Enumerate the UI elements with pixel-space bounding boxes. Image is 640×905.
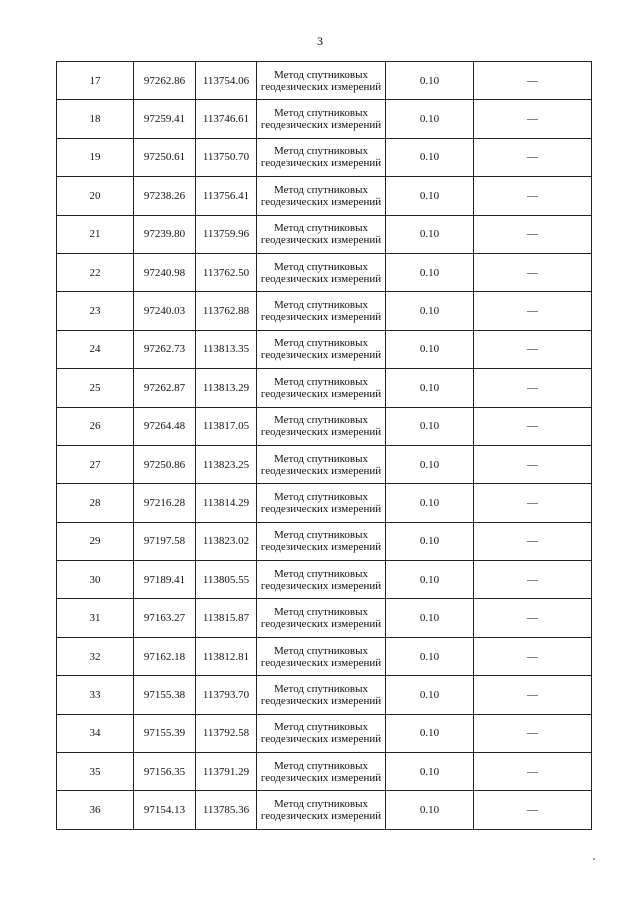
- x-coordinate-cell: 97259.41: [134, 100, 196, 138]
- point-number-cell: 24: [57, 330, 134, 368]
- description-cell: —: [474, 62, 592, 100]
- y-coordinate-cell: 113792.58: [196, 714, 257, 752]
- description-cell: —: [474, 445, 592, 483]
- point-number-cell: 19: [57, 138, 134, 176]
- point-number-cell: 26: [57, 407, 134, 445]
- description-cell: —: [474, 484, 592, 522]
- description-cell: —: [474, 637, 592, 675]
- x-coordinate-cell: 97262.86: [134, 62, 196, 100]
- table-row: [57, 484, 592, 522]
- y-coordinate-cell: 113754.06: [196, 62, 257, 100]
- method-line-2: геодезических измерений: [260, 733, 382, 746]
- method-line-2: геодезических измерений: [260, 579, 382, 592]
- accuracy-cell: 0.10: [386, 445, 474, 483]
- accuracy-cell: 0.10: [386, 100, 474, 138]
- method-cell: [257, 753, 386, 791]
- table-row: [57, 253, 592, 291]
- description-cell: —: [474, 369, 592, 407]
- method-line-2: геодезических измерений: [260, 618, 382, 631]
- y-coordinate-cell: 113813.29: [196, 369, 257, 407]
- table-row: [57, 215, 592, 253]
- method-line-1: Метод спутниковых: [274, 721, 368, 734]
- y-coordinate-cell: 113785.36: [196, 791, 257, 829]
- point-number-cell: 27: [57, 445, 134, 483]
- description-cell: —: [474, 561, 592, 599]
- description-cell: —: [474, 253, 592, 291]
- x-coordinate-cell: 97250.86: [134, 445, 196, 483]
- accuracy-cell: 0.10: [386, 292, 474, 330]
- accuracy-cell: 0.10: [386, 253, 474, 291]
- point-number-cell: 30: [57, 561, 134, 599]
- point-number-cell: 29: [57, 522, 134, 560]
- coordinates-table: [56, 61, 592, 830]
- table-row: [57, 62, 592, 100]
- x-coordinate-cell: 97155.38: [134, 676, 196, 714]
- table-row: [57, 676, 592, 714]
- y-coordinate-cell: 113823.02: [196, 522, 257, 560]
- point-number-cell: 17: [57, 62, 134, 100]
- method-line-2: геодезических измерений: [260, 464, 382, 477]
- table-row: [57, 561, 592, 599]
- method-cell: [257, 484, 386, 522]
- method-line-2: геодезических измерений: [260, 272, 382, 285]
- method-cell: [257, 522, 386, 560]
- method-line-2: геодезических измерений: [260, 771, 382, 784]
- y-coordinate-cell: 113814.29: [196, 484, 257, 522]
- point-number-cell: 23: [57, 292, 134, 330]
- accuracy-cell: 0.10: [386, 484, 474, 522]
- table-row: [57, 714, 592, 752]
- point-number-cell: 32: [57, 637, 134, 675]
- method-line-1: Метод спутниковых: [274, 183, 368, 196]
- point-number-cell: 31: [57, 599, 134, 637]
- description-cell: —: [474, 292, 592, 330]
- accuracy-cell: 0.10: [386, 714, 474, 752]
- x-coordinate-cell: 97156.35: [134, 753, 196, 791]
- description-cell: —: [474, 330, 592, 368]
- y-coordinate-cell: 113823.25: [196, 445, 257, 483]
- y-coordinate-cell: 113805.55: [196, 561, 257, 599]
- x-coordinate-cell: 97250.61: [134, 138, 196, 176]
- method-line-1: Метод спутниковых: [274, 260, 368, 273]
- method-cell: [257, 253, 386, 291]
- x-coordinate-cell: 97238.26: [134, 177, 196, 215]
- method-cell: [257, 676, 386, 714]
- x-coordinate-cell: 97240.03: [134, 292, 196, 330]
- table-row: [57, 791, 592, 829]
- accuracy-cell: 0.10: [386, 177, 474, 215]
- point-number-cell: 18: [57, 100, 134, 138]
- x-coordinate-cell: 97240.98: [134, 253, 196, 291]
- table-row: [57, 407, 592, 445]
- method-line-1: Метод спутниковых: [274, 567, 368, 580]
- x-coordinate-cell: 97162.18: [134, 637, 196, 675]
- method-line-2: геодезических измерений: [260, 694, 382, 707]
- method-line-1: Метод спутниковых: [274, 107, 368, 120]
- method-line-2: геодезических измерений: [260, 80, 382, 93]
- method-line-2: геодезических измерений: [260, 119, 382, 132]
- table-row: [57, 753, 592, 791]
- point-number-cell: 20: [57, 177, 134, 215]
- y-coordinate-cell: 113759.96: [196, 215, 257, 253]
- method-cell: [257, 561, 386, 599]
- table-row: [57, 100, 592, 138]
- method-line-2: геодезических измерений: [260, 502, 382, 515]
- method-line-2: геодезических измерений: [260, 311, 382, 324]
- y-coordinate-cell: 113746.61: [196, 100, 257, 138]
- method-line-2: геодезических измерений: [260, 541, 382, 554]
- x-coordinate-cell: 97264.48: [134, 407, 196, 445]
- description-cell: —: [474, 138, 592, 176]
- method-line-1: Метод спутниковых: [274, 375, 368, 388]
- x-coordinate-cell: 97239.80: [134, 215, 196, 253]
- method-line-2: геодезических измерений: [260, 426, 382, 439]
- table-row: [57, 599, 592, 637]
- accuracy-cell: 0.10: [386, 522, 474, 560]
- method-line-2: геодезических измерений: [260, 810, 382, 823]
- accuracy-cell: 0.10: [386, 62, 474, 100]
- method-line-2: геодезических измерений: [260, 234, 382, 247]
- method-line-1: Метод спутниковых: [274, 529, 368, 542]
- x-coordinate-cell: 97262.73: [134, 330, 196, 368]
- point-number-cell: 34: [57, 714, 134, 752]
- method-line-1: Метод спутниковых: [274, 299, 368, 312]
- accuracy-cell: 0.10: [386, 330, 474, 368]
- method-line-1: Метод спутниковых: [274, 145, 368, 158]
- x-coordinate-cell: 97197.58: [134, 522, 196, 560]
- method-cell: [257, 407, 386, 445]
- description-cell: —: [474, 177, 592, 215]
- x-coordinate-cell: 97262.87: [134, 369, 196, 407]
- point-number-cell: 28: [57, 484, 134, 522]
- description-cell: —: [474, 100, 592, 138]
- method-line-1: Метод спутниковых: [274, 222, 368, 235]
- description-cell: —: [474, 522, 592, 560]
- point-number-cell: 36: [57, 791, 134, 829]
- y-coordinate-cell: 113815.87: [196, 599, 257, 637]
- y-coordinate-cell: 113750.70: [196, 138, 257, 176]
- method-line-2: геодезических измерений: [260, 349, 382, 362]
- method-line-1: Метод спутниковых: [274, 759, 368, 772]
- x-coordinate-cell: 97216.28: [134, 484, 196, 522]
- method-cell: [257, 599, 386, 637]
- y-coordinate-cell: 113817.05: [196, 407, 257, 445]
- accuracy-cell: 0.10: [386, 215, 474, 253]
- x-coordinate-cell: 97163.27: [134, 599, 196, 637]
- method-line-1: Метод спутниковых: [274, 798, 368, 811]
- description-cell: —: [474, 714, 592, 752]
- table-row: [57, 522, 592, 560]
- description-cell: —: [474, 791, 592, 829]
- x-coordinate-cell: 97189.41: [134, 561, 196, 599]
- point-number-cell: 25: [57, 369, 134, 407]
- point-number-cell: 21: [57, 215, 134, 253]
- scan-speck: [593, 858, 595, 860]
- method-cell: [257, 369, 386, 407]
- method-line-1: Метод спутниковых: [274, 68, 368, 81]
- method-cell: [257, 714, 386, 752]
- accuracy-cell: 0.10: [386, 599, 474, 637]
- table-row: [57, 138, 592, 176]
- method-cell: [257, 138, 386, 176]
- y-coordinate-cell: 113812.81: [196, 637, 257, 675]
- method-cell: [257, 100, 386, 138]
- x-coordinate-cell: 97155.39: [134, 714, 196, 752]
- table-row: [57, 330, 592, 368]
- method-line-1: Метод спутниковых: [274, 414, 368, 427]
- description-cell: —: [474, 753, 592, 791]
- table-row: [57, 369, 592, 407]
- y-coordinate-cell: 113762.88: [196, 292, 257, 330]
- method-line-2: геодезических измерений: [260, 195, 382, 208]
- method-line-1: Метод спутниковых: [274, 452, 368, 465]
- point-number-cell: 22: [57, 253, 134, 291]
- method-cell: [257, 215, 386, 253]
- point-number-cell: 35: [57, 753, 134, 791]
- table-row: [57, 177, 592, 215]
- y-coordinate-cell: 113762.50: [196, 253, 257, 291]
- description-cell: —: [474, 407, 592, 445]
- method-line-2: геодезических измерений: [260, 387, 382, 400]
- description-cell: —: [474, 599, 592, 637]
- method-line-2: геодезических измерений: [260, 157, 382, 170]
- table-row: [57, 445, 592, 483]
- method-line-1: Метод спутниковых: [274, 606, 368, 619]
- accuracy-cell: 0.10: [386, 791, 474, 829]
- y-coordinate-cell: 113756.41: [196, 177, 257, 215]
- y-coordinate-cell: 113791.29: [196, 753, 257, 791]
- x-coordinate-cell: 97154.13: [134, 791, 196, 829]
- method-line-1: Метод спутниковых: [274, 682, 368, 695]
- coordinates-table-body: [57, 62, 592, 830]
- y-coordinate-cell: 113813.35: [196, 330, 257, 368]
- description-cell: —: [474, 676, 592, 714]
- method-cell: [257, 177, 386, 215]
- method-cell: [257, 637, 386, 675]
- accuracy-cell: 0.10: [386, 138, 474, 176]
- accuracy-cell: 0.10: [386, 407, 474, 445]
- accuracy-cell: 0.10: [386, 753, 474, 791]
- method-cell: [257, 292, 386, 330]
- method-line-1: Метод спутниковых: [274, 644, 368, 657]
- point-number-cell: 33: [57, 676, 134, 714]
- description-cell: —: [474, 215, 592, 253]
- method-line-1: Метод спутниковых: [274, 337, 368, 350]
- page-number: 3: [317, 34, 323, 48]
- method-line-1: Метод спутниковых: [274, 490, 368, 503]
- table-row: [57, 292, 592, 330]
- method-cell: [257, 791, 386, 829]
- method-cell: [257, 330, 386, 368]
- method-line-2: геодезических измерений: [260, 656, 382, 669]
- method-cell: [257, 62, 386, 100]
- accuracy-cell: 0.10: [386, 561, 474, 599]
- accuracy-cell: 0.10: [386, 676, 474, 714]
- table-row: [57, 637, 592, 675]
- method-cell: [257, 445, 386, 483]
- y-coordinate-cell: 113793.70: [196, 676, 257, 714]
- accuracy-cell: 0.10: [386, 637, 474, 675]
- accuracy-cell: 0.10: [386, 369, 474, 407]
